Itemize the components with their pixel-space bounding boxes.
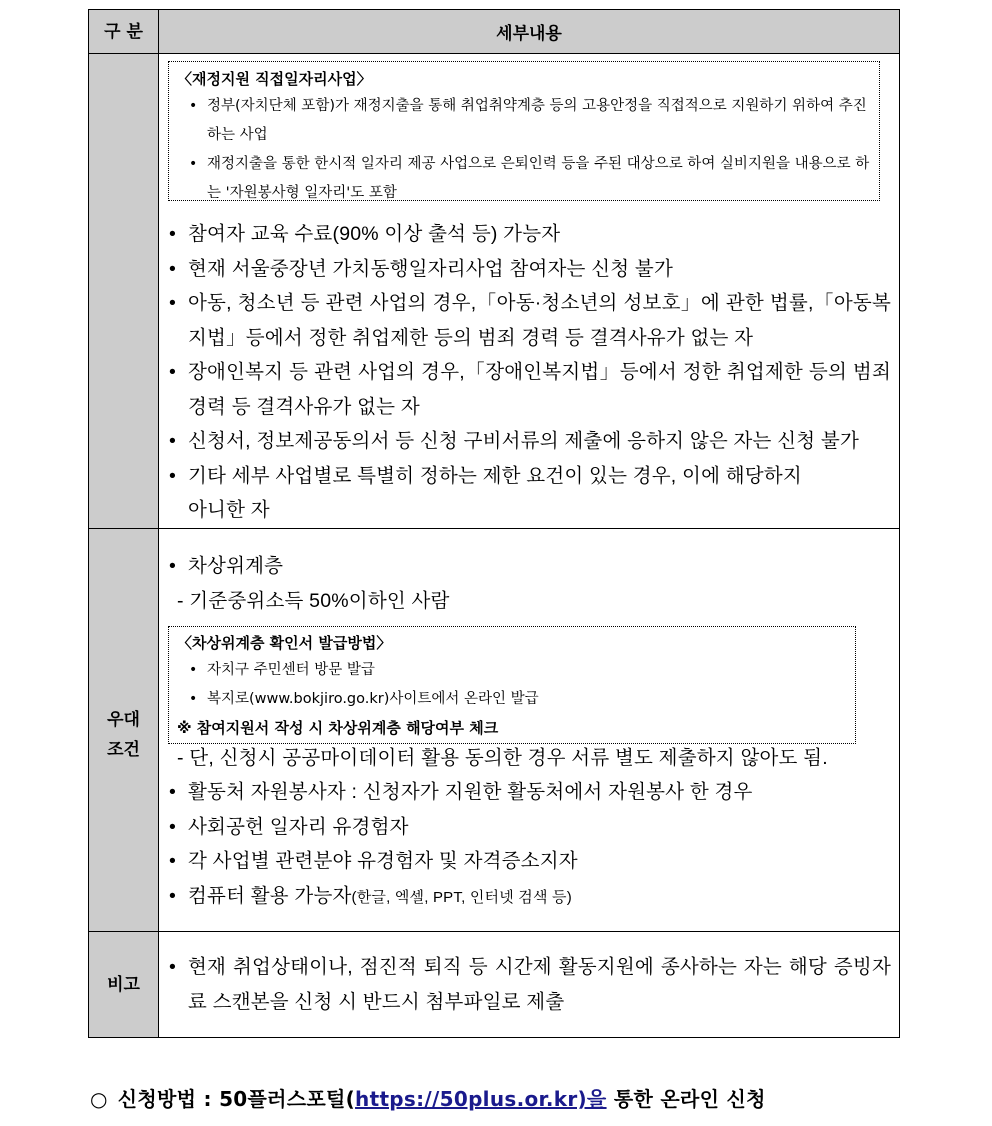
- table-row-remarks: [89, 932, 899, 1037]
- bullet-icon: •: [169, 850, 177, 872]
- header-category: 구 분: [89, 10, 159, 53]
- eligibility-table: [88, 9, 900, 1038]
- list-item: • 차상위계층: [169, 549, 891, 584]
- preference-list-top: [169, 549, 891, 618]
- certificate-issuance-box: [168, 626, 856, 744]
- application-method-label: 신청방법 : 50플러스포털(: [117, 1087, 356, 1111]
- list-subitem: - 기준중위소득 50%이하인 사람: [177, 589, 450, 612]
- bullet-icon: •: [169, 555, 177, 577]
- application-method: [90, 1083, 766, 1112]
- table-row-eligibility: [89, 54, 899, 529]
- list-item: • 컴퓨터 활용 가능자(한글, 엑셀, PPT, 인터넷 검색 등): [169, 879, 891, 916]
- table-header-row: [89, 10, 899, 54]
- row-label-eligibility: [89, 54, 159, 528]
- bullet-icon: •: [169, 464, 177, 487]
- row-content-eligibility: [159, 54, 899, 528]
- circle-bullet-icon: ○: [90, 1087, 108, 1111]
- bullet-icon: •: [169, 257, 177, 280]
- box-note: ※ 참여지원서 작성 시 차상위계층 해당여부 체크: [177, 719, 499, 737]
- list-item: • 참여자 교육 수료(90% 이상 출석 등) 가능자: [169, 217, 891, 252]
- bullet-icon: •: [169, 884, 177, 907]
- list-item: • 신청서, 정보제공동의서 등 신청 구비서류의 제출에 응하지 않은 자는 신청 불가: [169, 424, 891, 459]
- list-item: • 장애인복지 등 관련 사업의 경우,「장애인복지법」등에서 정한 취업제한 등의 범죄 경력 등 결격사유가 없는 자: [169, 355, 891, 424]
- bullet-icon: •: [189, 98, 198, 114]
- row-label-preference: 우대 조건: [89, 529, 159, 931]
- list-item: • 현재 취업상태이나, 점진적 퇴직 등 시간제 활동지원에 종사하는 자는 해당 증빙자료 스캔본을 신청 시 반드시 첨부파일로 제출: [169, 950, 891, 1019]
- row-label-remarks: 비고: [89, 932, 159, 1037]
- row-content-preference: [159, 529, 899, 931]
- list-item: • 활동처 자원봉사자 : 신청자가 지원한 활동처에서 자원봉사 한 경우: [169, 775, 891, 810]
- row-content-remarks: [159, 932, 899, 1037]
- application-method-suffix: 통한 온라인 신청: [606, 1087, 766, 1111]
- box-bullet: • 자치구 주민센터 방문 발급: [177, 656, 847, 685]
- box-bullet: • 복지로(www.bokjiro.go.kr)사이트에서 온라인 발급: [177, 685, 847, 714]
- bullet-icon: •: [169, 430, 177, 452]
- list-item: • 현재 서울중장년 가치동행일자리사업 참여자는 신청 불가: [169, 252, 891, 287]
- remarks-list: [169, 950, 891, 1019]
- bullet-icon: •: [169, 781, 177, 803]
- list-item: • 각 사업별 관련분야 유경험자 및 자격증소지자: [169, 844, 891, 879]
- box-bullet: • 정부(자치단체 포함)가 재정지출을 통해 취업취약계층 등의 고용안정을 직접적으로 지원하기 위하여 추진하는 사업: [177, 92, 871, 150]
- bullet-icon: •: [169, 361, 177, 383]
- box-title: 〈재정지원 직접일자리사업〉: [177, 70, 372, 88]
- bullet-icon: •: [189, 662, 198, 678]
- list-item: • 기타 세부 사업별로 특별히 정하는 제한 요건이 있는 경우, 이에 해당하지: [169, 459, 891, 494]
- direct-job-program-box: [168, 61, 880, 201]
- portal-link[interactable]: https://50plus.or.kr)을: [355, 1087, 607, 1111]
- table-row-preference: [89, 529, 899, 932]
- box-bullet: • 재정지출을 통한 한시적 일자리 제공 사업으로 은퇴인력 등을 주된 대상으로 하여 실비지원을 내용으로 하는 '자원봉사형 일자리'도 포함: [177, 150, 871, 208]
- bullet-icon: •: [189, 156, 198, 172]
- list-item: • 사회공헌 일자리 유경험자: [169, 810, 891, 845]
- header-details: 세부내용: [159, 10, 899, 53]
- preference-list-bottom: [169, 741, 891, 915]
- list-item: • 아동, 청소년 등 관련 사업의 경우,「아동·청소년의 성보호」에 관한 법률,「아동복지법」등에서 정한 취업제한 등의 범죄 경력 등 결격사유가 없는 자: [169, 286, 891, 355]
- list-item-continuation: 아니한 자: [188, 499, 270, 521]
- bullet-icon: •: [169, 292, 177, 314]
- list-subitem: - 단, 신청시 공공마이데이터 활용 동의한 경우 서류 별도 제출하지 않아도 됨.: [177, 747, 828, 769]
- bullet-icon: •: [169, 956, 177, 978]
- box-title: 〈차상위계층 확인서 발급방법〉: [177, 634, 392, 652]
- bullet-icon: •: [169, 223, 177, 245]
- eligibility-list: [169, 217, 891, 528]
- bullet-icon: •: [189, 691, 198, 707]
- bullet-icon: •: [169, 815, 177, 838]
